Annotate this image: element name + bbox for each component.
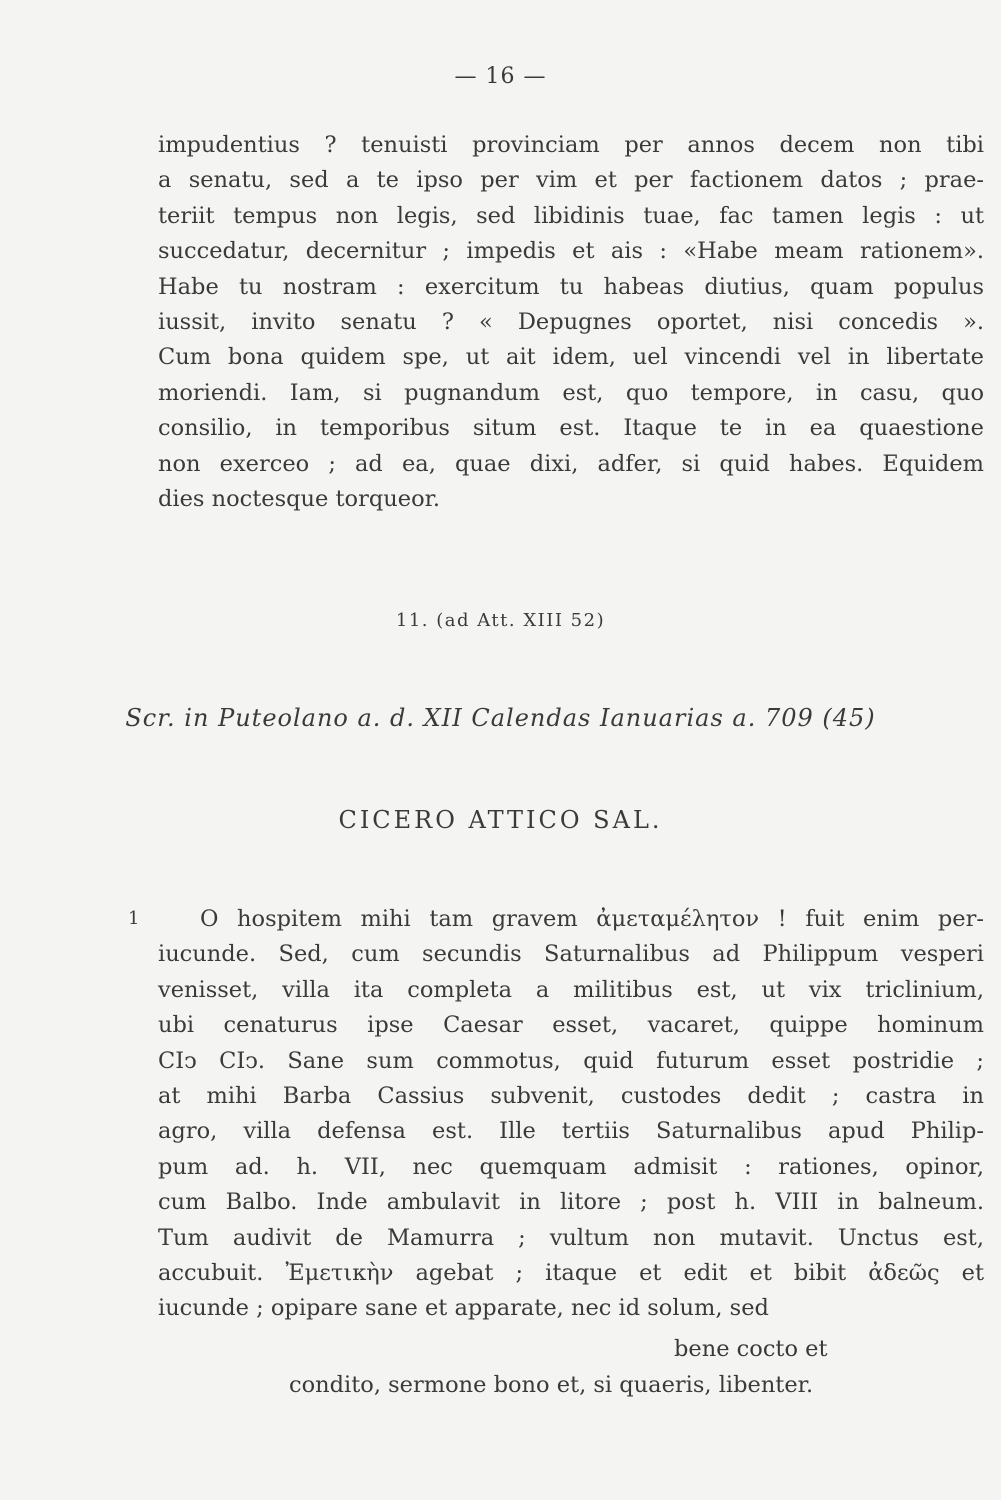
text-line: Habe tu nostram : exercitum tu habeas diutius, quam populus bbox=[158, 273, 984, 300]
text-line: CIↄ CIↄ. Sane sum commotus, quid futurum esset postridie ; bbox=[158, 1047, 984, 1074]
text-line: consilio, in temporibus situm est. Itaque te in ea quaestione bbox=[158, 415, 984, 442]
text-line: at mihi Barba Cassius subvenit, custodes dedit ; castra in bbox=[158, 1082, 984, 1109]
letter-body bbox=[158, 902, 984, 1327]
text-line: agro, villa defensa est. Ille tertiis Saturnalibus apud Philip- bbox=[158, 1118, 984, 1145]
text-line: Cum bona quidem spe, ut ait idem, uel vincendi vel in libertate bbox=[158, 344, 984, 371]
text-line: Tum audivit de Mamurra ; vultum non mutavit. Unctus est, bbox=[158, 1224, 984, 1251]
text-line: teriit tempus non legis, sed libidinis tuae, fac tamen legis : ut bbox=[158, 202, 984, 229]
dateline: Scr. in Puteolano a. d. XII Calendas Ianuarias a. 709 (45) bbox=[125, 704, 876, 732]
text-line: iucunde ; opipare sane et apparate, nec id solum, sed bbox=[158, 1295, 769, 1322]
top-paragraph bbox=[158, 128, 984, 517]
paragraph-marker: 1 bbox=[128, 908, 140, 929]
verse-line-2: condito, sermone bono et, si quaeris, libenter. bbox=[289, 1372, 814, 1398]
text-line: iussit, invito senatu ? « Depugnes oportet, nisi concedis ». bbox=[158, 308, 984, 335]
text-line: moriendi. Iam, si pugnandum est, quo tempore, in casu, quo bbox=[158, 379, 984, 406]
text-line: impudentius ? tenuisti provinciam per annos decem non tibi bbox=[158, 132, 984, 158]
text-line: accubuit. Ἐμετικὴν agebat ; itaque et edit et bibit ἀδεῶς et bbox=[158, 1259, 984, 1286]
page-number: — 16 — bbox=[454, 64, 547, 89]
text-line: iucunde. Sed, cum secundis Saturnalibus ad Philippum vesperi bbox=[158, 941, 984, 968]
text-line: venisset, villa ita completa a militibus est, ut vix triclinium, bbox=[158, 976, 984, 1003]
text-line: succedatur, decernitur ; impedis et ais : «Habe meam rationem». bbox=[158, 238, 984, 265]
text-line: cum Balbo. Inde ambulavit in litore ; post h. VIII in balneum. bbox=[158, 1189, 984, 1216]
text-line: a senatu, sed a te ipso per vim et per factionem datos ; prae- bbox=[158, 167, 984, 194]
letter-heading: CICERO ATTICO SAL. bbox=[338, 806, 663, 834]
verse-line-1: bene cocto et bbox=[674, 1336, 828, 1362]
text-line: dies noctesque torqueor. bbox=[158, 485, 441, 512]
text-line: non exerceo ; ad ea, quae dixi, adfer, si quid habes. Equidem bbox=[158, 450, 984, 477]
text-line: pum ad. h. VII, nec quemquam admisit : rationes, opinor, bbox=[158, 1153, 984, 1180]
text-line: ubi cenaturus ipse Caesar esset, vacaret, quippe hominum bbox=[158, 1012, 984, 1039]
letter-reference: 11. (ad Att. XIII 52) bbox=[395, 610, 606, 631]
text-line: O hospitem mihi tam gravem ἀμεταμέλητον ! fuit enim per- bbox=[200, 906, 984, 932]
